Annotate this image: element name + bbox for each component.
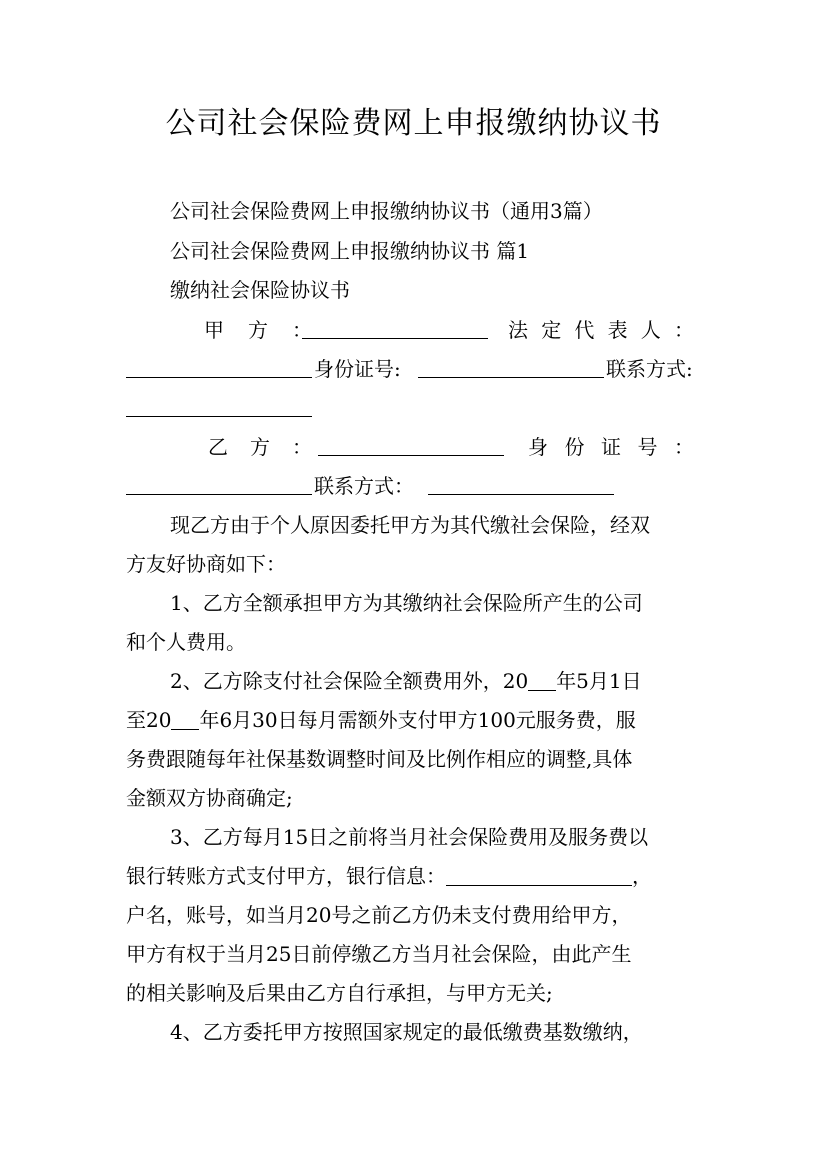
party-b-contact-blank[interactable] bbox=[428, 476, 614, 495]
party-b-name-blank[interactable] bbox=[318, 437, 504, 456]
para-1-line-1: 1、乙方全额承担甲方为其缴纳社会保险所产生的公司 bbox=[170, 591, 643, 615]
intro-line-1: 公司社会保险费网上申报缴纳协议书（通用3篇） bbox=[170, 199, 603, 223]
para-2-line-1: 2、乙方除支付社会保险全额费用外，20 年5月1日 bbox=[170, 669, 642, 693]
para-3-line-3: 户名，账号，如当月20号之前乙方仍未支付费用给甲方， bbox=[126, 903, 632, 927]
bank-info-blank[interactable] bbox=[446, 867, 632, 886]
para-2-line-4: 金额双方协商确定; bbox=[126, 786, 293, 810]
para-0-line-2: 方友好协商如下： bbox=[126, 552, 286, 576]
para-0-line-1: 现乙方由于个人原因委托甲方为其代缴社会保险，经双 bbox=[170, 513, 650, 537]
intro-line-2: 公司社会保险费网上申报缴纳协议书 篇1 bbox=[170, 239, 530, 263]
year-blank-1[interactable] bbox=[528, 672, 556, 691]
para-2-line-2: 至20 年6月30日每月需额外支付甲方100元服务费，服 bbox=[126, 708, 636, 732]
intro-line-3: 缴纳社会保险协议书 bbox=[170, 278, 350, 302]
para-3-line-5: 的相关影响及后果由乙方自行承担，与甲方无关; bbox=[126, 981, 553, 1005]
party-a-rep-blank[interactable] bbox=[126, 359, 312, 378]
para-1-line-2: 和个人费用。 bbox=[126, 630, 246, 654]
para-3-line-4: 甲方有权于当月25日前停缴乙方当月社会保险，由此产生 bbox=[126, 942, 632, 966]
party-a-id-label: 身份证号: bbox=[314, 357, 401, 381]
party-a-id-blank[interactable] bbox=[418, 359, 604, 378]
party-a-name-blank[interactable] bbox=[302, 320, 488, 339]
para-3-line-2: 银行转账方式支付甲方，银行信息： ， bbox=[126, 864, 652, 888]
party-a-rep-label: 法 定 代 表 人 ： bbox=[508, 318, 694, 342]
party-b-id-label: 身 份 证 号 ： bbox=[528, 435, 694, 459]
party-a-label: 甲 方 ： bbox=[204, 318, 312, 342]
party-b-contact-label: 联系方式： bbox=[314, 474, 414, 498]
party-b-label: 乙 方 ： bbox=[208, 435, 312, 459]
party-a-contact-blank[interactable] bbox=[126, 398, 312, 417]
para-3-line-1: 3、乙方每月15日之前将当月社会保险费用及服务费以 bbox=[170, 825, 649, 849]
year-blank-2[interactable] bbox=[171, 711, 199, 730]
party-a-contact-label: 联系方式: bbox=[606, 357, 693, 381]
para-2-line-3: 务费跟随每年社保基数调整时间及比例作相应的调整,具体 bbox=[126, 747, 633, 771]
party-b-id-blank[interactable] bbox=[126, 476, 312, 495]
document-title: 公司社会保险费网上申报缴纳协议书 bbox=[165, 106, 662, 141]
para-4-line-1: 4、乙方委托甲方按照国家规定的最低缴费基数缴纳， bbox=[170, 1020, 643, 1044]
